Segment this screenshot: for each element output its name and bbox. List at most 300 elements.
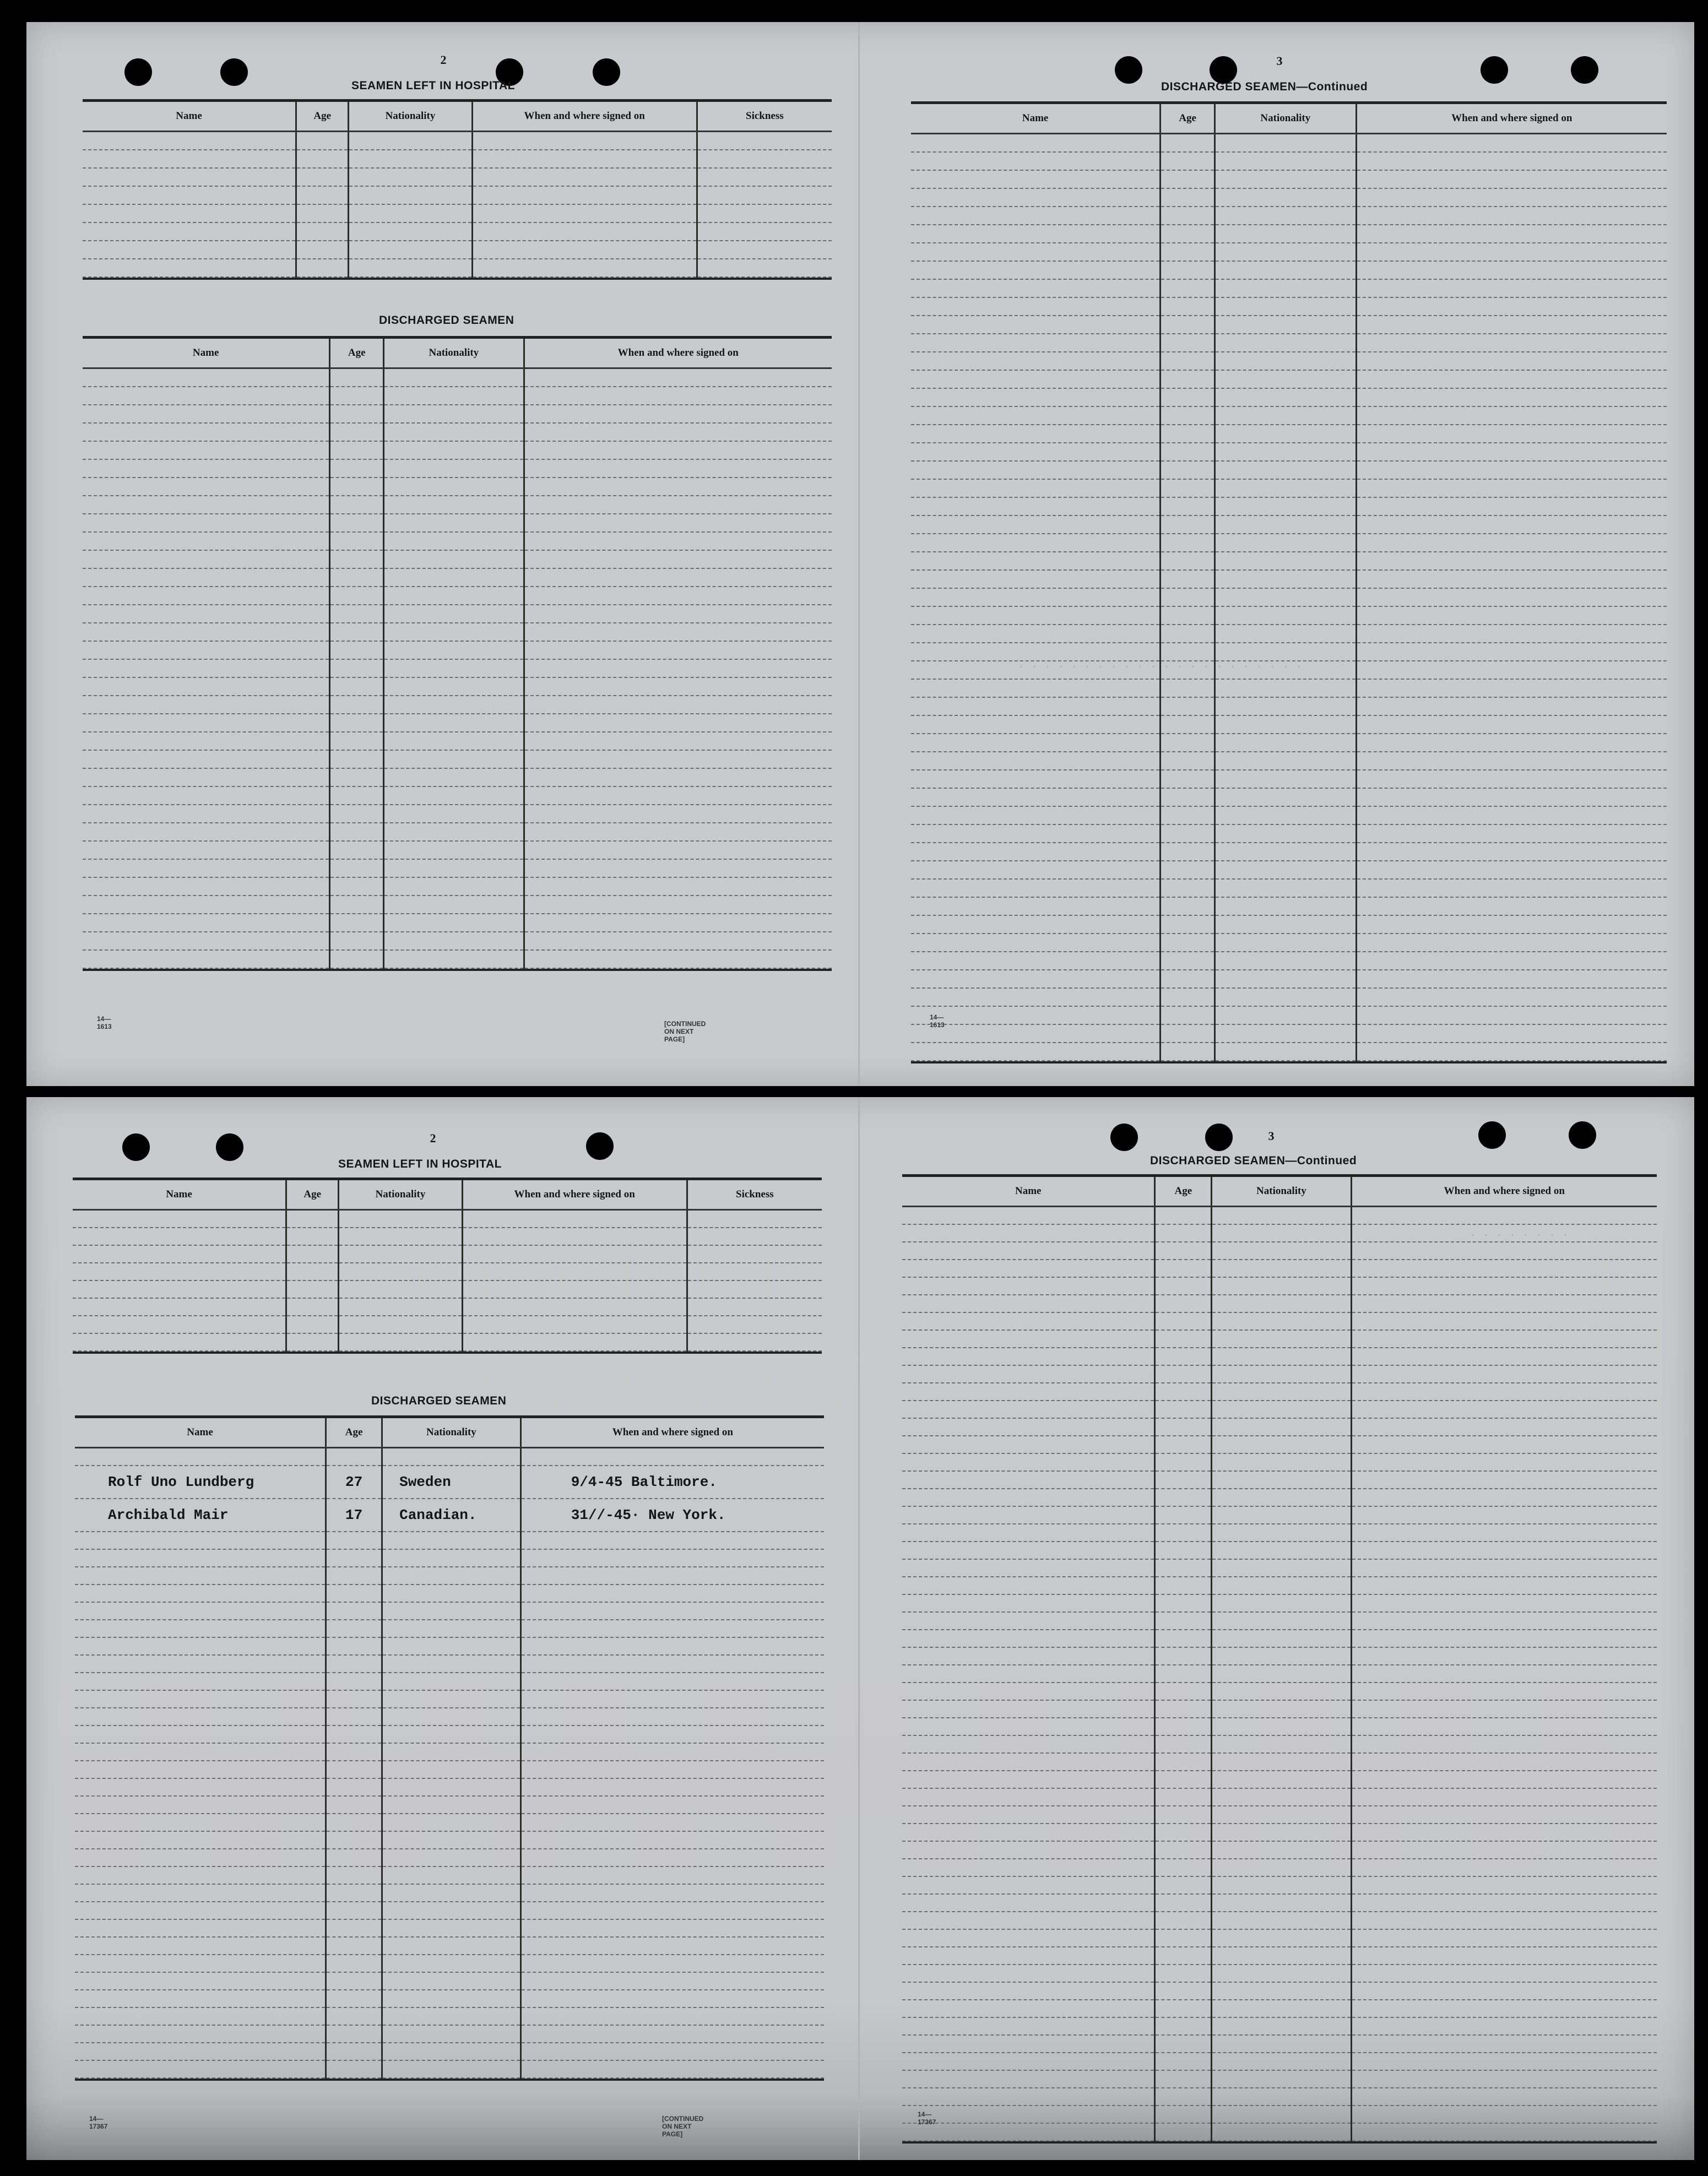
- table-row: [911, 988, 1667, 1006]
- blank-cell: [1215, 316, 1357, 334]
- blank-cell: [330, 641, 384, 659]
- blank-cell: [911, 297, 1161, 316]
- table-row: [911, 643, 1667, 661]
- table-row: [83, 204, 832, 223]
- blank-cell: [75, 1602, 326, 1620]
- blank-cell: [1356, 606, 1667, 625]
- blank-cell: [1155, 1665, 1212, 1683]
- table-row: [83, 550, 832, 568]
- blank-cell: [326, 1955, 382, 1972]
- blank-cell: [472, 132, 697, 150]
- blank-cell: [1215, 570, 1357, 588]
- blank-cell: [326, 1849, 382, 1866]
- table-row: [75, 1831, 824, 1849]
- blank-cell: [1155, 1224, 1212, 1242]
- column-header: Name: [83, 102, 296, 132]
- blank-cell: [1351, 1365, 1657, 1383]
- blank-cell: [524, 423, 832, 441]
- table-row: [83, 477, 832, 496]
- blank-cell: [83, 532, 330, 550]
- blank-cell: [902, 1471, 1155, 1489]
- blank-cell: [1212, 1982, 1351, 2000]
- table-row: [75, 1761, 824, 1778]
- blank-cell: [520, 1849, 824, 1866]
- blank-cell: [1212, 1630, 1351, 1647]
- blank-cell: [1356, 661, 1667, 679]
- blank-cell: [520, 1708, 824, 1725]
- table-row: [83, 641, 832, 659]
- table-row: [911, 425, 1667, 443]
- blank-cell: [382, 1814, 521, 1831]
- page-fold: [858, 1097, 860, 2160]
- blank-cell: [382, 1884, 521, 1902]
- hospital-section-title: SEAMEN LEFT IN HOSPITAL: [351, 79, 515, 92]
- blank-cell: [1356, 534, 1667, 552]
- blank-cell: [1356, 443, 1667, 461]
- table-row: [902, 1418, 1657, 1436]
- blank-cell: [1212, 1260, 1351, 1277]
- blank-cell: [911, 170, 1161, 188]
- blank-cell: [330, 805, 384, 823]
- table-row: [902, 1965, 1657, 1982]
- blank-cell: [1351, 1242, 1657, 1260]
- blank-cell: [911, 970, 1161, 988]
- blank-cell: [326, 1673, 382, 1690]
- blank-cell: [687, 1280, 822, 1298]
- blank-cell: [902, 1348, 1155, 1365]
- blank-cell: [330, 896, 384, 914]
- blank-cell: [1215, 824, 1357, 843]
- table-row: [902, 1506, 1657, 1524]
- blank-cell: [83, 950, 330, 968]
- blank-cell: [1155, 1771, 1212, 1788]
- blank-cell: [83, 859, 330, 877]
- table-row: [75, 1919, 824, 1937]
- blank-cell: [911, 1043, 1161, 1061]
- table-row: [902, 1841, 1657, 1859]
- table-row: [902, 1929, 1657, 1947]
- blank-cell: [902, 1224, 1155, 1242]
- table-row: [83, 914, 832, 932]
- blank-cell: [1215, 643, 1357, 661]
- blank-cell: [326, 1708, 382, 1725]
- blank-cell: [1215, 988, 1357, 1006]
- form-number: 14—17367: [89, 2115, 108, 2130]
- blank-cell: [339, 1228, 462, 1245]
- blank-cell: [83, 459, 330, 477]
- blank-cell: [1351, 1559, 1657, 1577]
- table-row: [902, 1824, 1657, 1841]
- blank-cell: [524, 387, 832, 405]
- table-row: [902, 1577, 1657, 1594]
- blank-cell: [330, 459, 384, 477]
- column-header: Age: [1161, 104, 1215, 134]
- blank-cell: [83, 914, 330, 932]
- blank-cell: [75, 1620, 326, 1637]
- blank-cell: [902, 1594, 1155, 1612]
- table-row: [75, 1955, 824, 1972]
- table-row: [902, 1242, 1657, 1260]
- blank-cell: [520, 1972, 824, 1990]
- blank-cell: [520, 1725, 824, 1743]
- table-row: [911, 606, 1667, 625]
- blank-cell: [1155, 1277, 1212, 1295]
- blank-cell: [75, 1567, 326, 1584]
- blank-cell: [1356, 1006, 1667, 1024]
- blank-cell: [83, 841, 330, 859]
- table-row: [902, 1260, 1657, 1277]
- blank-cell: [1215, 679, 1357, 697]
- blank-cell: [382, 2043, 521, 2060]
- blank-cell: [1351, 1929, 1657, 1947]
- blank-cell: [1161, 643, 1215, 661]
- blank-cell: [330, 768, 384, 786]
- blank-cell: [520, 1919, 824, 1937]
- blank-cell: [1161, 261, 1215, 279]
- blank-cell: [349, 150, 472, 168]
- blank-cell: [520, 1761, 824, 1778]
- blank-cell: [1161, 715, 1215, 734]
- table-row: [75, 1725, 824, 1743]
- blank-cell: [382, 1549, 521, 1567]
- column-header: When and where signed on: [462, 1180, 687, 1210]
- blank-cell: [1215, 934, 1357, 952]
- table-row: [911, 461, 1667, 479]
- table-row: [75, 1637, 824, 1655]
- blank-cell: [1161, 897, 1215, 915]
- blank-cell: [1351, 1735, 1657, 1753]
- blank-cell: [1212, 1683, 1351, 1700]
- blank-cell: [1155, 1330, 1212, 1348]
- table-row: [911, 225, 1667, 243]
- blank-cell: [1351, 1753, 1657, 1771]
- blank-cell: [75, 1448, 326, 1466]
- blank-cell: [1215, 788, 1357, 806]
- table-row: [75, 2025, 824, 2043]
- table-row: [83, 150, 832, 168]
- blank-cell: [73, 1298, 286, 1316]
- blank-cell: [330, 368, 384, 387]
- blank-cell: [1155, 1365, 1212, 1383]
- blank-cell: [1215, 588, 1357, 606]
- top-form-sheet: [26, 22, 1694, 1086]
- blank-cell: [1161, 843, 1215, 861]
- blank-cell: [330, 496, 384, 514]
- blank-cell: [1212, 1330, 1351, 1348]
- table-row: [902, 1735, 1657, 1753]
- table-row: [911, 261, 1667, 279]
- blank-cell: [697, 150, 832, 168]
- table-row: [902, 1700, 1657, 1718]
- table-row: [75, 1673, 824, 1690]
- blank-cell: [75, 1919, 326, 1937]
- blank-cell: [524, 932, 832, 950]
- blank-cell: [687, 1263, 822, 1280]
- table-row: [83, 605, 832, 623]
- blank-cell: [911, 352, 1161, 370]
- discharged-section-title: DISCHARGED SEAMEN: [379, 314, 514, 327]
- blank-cell: [384, 477, 524, 496]
- blank-cell: [326, 1690, 382, 1708]
- column-header: Name: [902, 1177, 1155, 1207]
- blank-cell: [1155, 1683, 1212, 1700]
- blank-cell: [1351, 1683, 1657, 1700]
- blank-cell: [1155, 2053, 1212, 2070]
- blank-cell: [75, 1831, 326, 1849]
- blank-cell: [1356, 243, 1667, 261]
- blank-cell: [326, 1990, 382, 2007]
- blank-cell: [349, 259, 472, 277]
- blank-cell: [1351, 1489, 1657, 1506]
- table-row: [902, 1471, 1657, 1489]
- blank-cell: [1215, 479, 1357, 497]
- blank-cell: [472, 150, 697, 168]
- blank-cell: [384, 696, 524, 714]
- blank-cell: [520, 1796, 824, 1814]
- blank-cell: [349, 132, 472, 150]
- blank-cell: [75, 1955, 326, 1972]
- blank-cell: [330, 696, 384, 714]
- blank-cell: [83, 696, 330, 714]
- blank-cell: [83, 714, 330, 732]
- table-row: [75, 2007, 824, 2025]
- blank-cell: [902, 1295, 1155, 1312]
- column-header: Nationality: [1212, 1177, 1351, 1207]
- blank-cell: [524, 496, 832, 514]
- blank-cell: [1356, 297, 1667, 316]
- blank-cell: [330, 841, 384, 859]
- blank-cell: [911, 643, 1161, 661]
- blank-cell: [1161, 316, 1215, 334]
- table-row: [911, 1043, 1667, 1061]
- blank-cell: [524, 677, 832, 696]
- table-row: [83, 514, 832, 532]
- blank-cell: [462, 1333, 687, 1351]
- blank-cell: [524, 732, 832, 750]
- blank-cell: [902, 1277, 1155, 1295]
- blank-cell: [73, 1316, 286, 1333]
- blank-cell: [330, 677, 384, 696]
- blank-cell: [1351, 1277, 1657, 1295]
- blank-cell: [1215, 952, 1357, 970]
- blank-cell: [296, 132, 349, 150]
- blank-cell: [1351, 1859, 1657, 1876]
- column-header: Nationality: [349, 102, 472, 132]
- blank-cell: [524, 587, 832, 605]
- blank-cell: [524, 532, 832, 550]
- blank-cell: [520, 1955, 824, 1972]
- table-row: [83, 423, 832, 441]
- blank-cell: [384, 368, 524, 387]
- table-row: [83, 496, 832, 514]
- blank-cell: [902, 1859, 1155, 1876]
- blank-cell: [1356, 134, 1667, 153]
- blank-cell: [1155, 1912, 1212, 1929]
- column-header: When and where signed on: [524, 339, 832, 368]
- blank-cell: [75, 1584, 326, 1602]
- table-row: [911, 279, 1667, 297]
- blank-cell: [83, 423, 330, 441]
- table-row: [83, 441, 832, 459]
- blank-cell: [83, 732, 330, 750]
- discharged-continued-title: DISCHARGED SEAMEN—Continued: [1150, 1154, 1357, 1167]
- blank-cell: [384, 587, 524, 605]
- blank-cell: [382, 1849, 521, 1866]
- blank-cell: [83, 259, 296, 277]
- blank-cell: [902, 1876, 1155, 1894]
- table-row: [902, 1594, 1657, 1612]
- blank-cell: [384, 932, 524, 950]
- blank-cell: [1212, 2123, 1351, 2141]
- blank-cell: [384, 732, 524, 750]
- blank-cell: [382, 1761, 521, 1778]
- blank-cell: [1161, 970, 1215, 988]
- blank-cell: [524, 877, 832, 896]
- hospital-table: [83, 99, 832, 280]
- table-row: [902, 1753, 1657, 1771]
- table-row: [83, 859, 832, 877]
- table-row: [75, 1937, 824, 1955]
- table-row: [75, 1708, 824, 1725]
- blank-cell: [524, 859, 832, 877]
- table-row: [911, 1006, 1667, 1024]
- blank-cell: [326, 1448, 382, 1466]
- table-row: [911, 661, 1667, 679]
- blank-cell: [1351, 1876, 1657, 1894]
- blank-cell: [1351, 1312, 1657, 1330]
- blank-cell: [687, 1316, 822, 1333]
- blank-cell: [73, 1228, 286, 1245]
- blank-cell: [911, 570, 1161, 588]
- blank-cell: [1356, 988, 1667, 1006]
- blank-cell: [1161, 552, 1215, 570]
- blank-cell: [384, 714, 524, 732]
- table-row: [75, 1532, 824, 1549]
- blank-cell: [524, 441, 832, 459]
- blank-cell: [1155, 1630, 1212, 1647]
- blank-cell: [911, 843, 1161, 861]
- continued-note: [CONTINUED ON NEXT PAGE]: [664, 1020, 706, 1043]
- blank-cell: [1161, 734, 1215, 752]
- blank-cell: [1161, 824, 1215, 843]
- blank-cell: [911, 479, 1161, 497]
- blank-cell: [1351, 2053, 1657, 2070]
- blank-cell: [83, 550, 330, 568]
- blank-cell: [1356, 897, 1667, 915]
- blank-cell: [1161, 461, 1215, 479]
- blank-cell: [1215, 715, 1357, 734]
- table-row: [902, 1788, 1657, 1806]
- blank-cell: [902, 2035, 1155, 2053]
- blank-cell: [1161, 152, 1215, 170]
- blank-cell: [1351, 1894, 1657, 1912]
- column-header: When and where signed on: [1356, 104, 1667, 134]
- blank-cell: [1212, 1207, 1351, 1225]
- blank-cell: [472, 186, 697, 204]
- blank-cell: [697, 241, 832, 259]
- table-row: [902, 2053, 1657, 2070]
- blank-cell: [1215, 697, 1357, 715]
- blank-cell: [1215, 515, 1357, 534]
- blank-cell: [75, 2007, 326, 2025]
- blank-cell: [296, 168, 349, 186]
- blank-cell: [1351, 1577, 1657, 1594]
- blank-cell: [326, 1532, 382, 1549]
- blank-cell: [1215, 243, 1357, 261]
- blank-cell: [296, 223, 349, 241]
- blank-cell: [1356, 152, 1667, 170]
- table-row: [902, 2123, 1657, 2141]
- blank-cell: [75, 1743, 326, 1761]
- blank-cell: [1351, 1806, 1657, 1824]
- blank-cell: [1212, 1542, 1351, 1559]
- blank-cell: [911, 316, 1161, 334]
- column-header: Name: [73, 1180, 286, 1210]
- blank-cell: [1215, 352, 1357, 370]
- blank-cell: [384, 896, 524, 914]
- blank-cell: [286, 1210, 339, 1228]
- table-row: [911, 443, 1667, 461]
- blank-cell: [1161, 915, 1215, 934]
- blank-cell: [330, 823, 384, 841]
- blank-cell: [1212, 1242, 1351, 1260]
- blank-cell: [1161, 661, 1215, 679]
- blank-cell: [1155, 1453, 1212, 1471]
- blank-cell: [911, 1024, 1161, 1043]
- blank-cell: [1155, 1242, 1212, 1260]
- table-row: [902, 1524, 1657, 1542]
- blank-cell: [326, 1761, 382, 1778]
- blank-cell: [1356, 352, 1667, 370]
- table-row: [902, 1806, 1657, 1824]
- blank-cell: [326, 1655, 382, 1673]
- blank-cell: [1215, 1024, 1357, 1043]
- table-row: [902, 1559, 1657, 1577]
- table-row: [902, 2070, 1657, 2088]
- blank-cell: [697, 204, 832, 223]
- blank-cell: [75, 1532, 326, 1549]
- blank-cell: [384, 496, 524, 514]
- blank-cell: [1161, 1043, 1215, 1061]
- table-row: [911, 861, 1667, 879]
- blank-cell: [1356, 370, 1667, 388]
- blank-cell: [1351, 2000, 1657, 2017]
- blank-cell: [1215, 134, 1357, 153]
- table-row: [902, 1348, 1657, 1365]
- table-row: [911, 697, 1667, 715]
- binder-hole: [1569, 1121, 1596, 1149]
- blank-cell: [911, 734, 1161, 752]
- blank-cell: [1161, 934, 1215, 952]
- blank-cell: [902, 2123, 1155, 2141]
- binder-hole: [220, 58, 248, 86]
- table-row: [75, 1796, 824, 1814]
- table-row: [75, 1884, 824, 1902]
- blank-cell: [384, 623, 524, 641]
- blank-cell: [339, 1263, 462, 1280]
- blank-cell: [73, 1210, 286, 1228]
- table-row: [83, 568, 832, 587]
- blank-cell: [384, 605, 524, 623]
- blank-cell: [1212, 1383, 1351, 1401]
- entry-name: Archibald Mair: [75, 1499, 326, 1532]
- blank-cell: [1212, 1612, 1351, 1630]
- blank-cell: [384, 677, 524, 696]
- blank-cell: [75, 1725, 326, 1743]
- blank-cell: [1215, 334, 1357, 352]
- column-header: Name: [75, 1418, 326, 1448]
- blank-cell: [911, 243, 1161, 261]
